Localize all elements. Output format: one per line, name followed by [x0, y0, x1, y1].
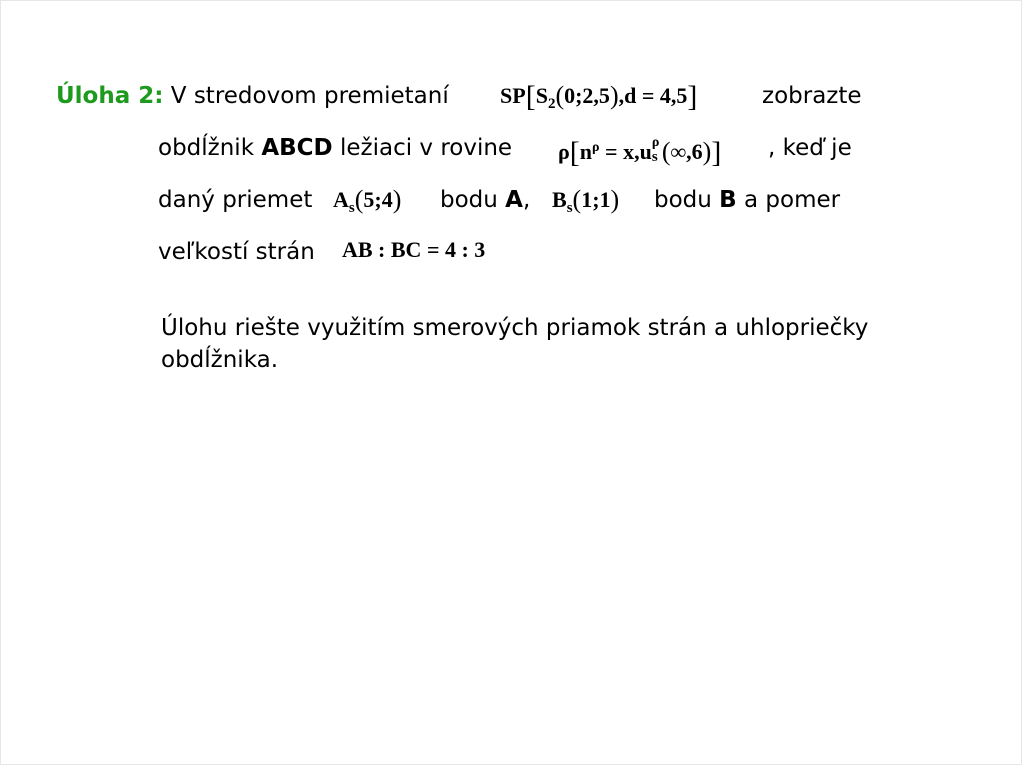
- task-line-3: daný priemet: [158, 187, 313, 213]
- task-line-3-text: a pomer: [736, 187, 841, 213]
- formula-paren: (: [555, 81, 565, 110]
- formula-part: 1;1: [581, 187, 611, 212]
- point-b-formula: [552, 186, 619, 222]
- formula-part: ,d = 4,5: [618, 83, 688, 108]
- formula-subscript: 2: [547, 96, 556, 112]
- formula-paren: ): [392, 185, 402, 214]
- task-line-3-end: [654, 186, 840, 214]
- point-a-formula: [333, 186, 401, 222]
- formula-part: = x,u: [599, 139, 652, 164]
- formula-part: n: [579, 139, 593, 164]
- formula-bracket: [: [525, 80, 536, 113]
- task-line-1-end: zobrazte: [762, 83, 862, 109]
- task-line-2-end: , keď je: [768, 135, 852, 161]
- task-line-1: [56, 82, 449, 110]
- formula-superscript: ρ: [651, 135, 660, 150]
- task-line-3-mid: [440, 186, 530, 214]
- task-line-3-text: bodu: [440, 187, 506, 213]
- task-line-1-text: V stredovom premietaní: [163, 83, 449, 109]
- formula-bracket: [: [569, 136, 580, 169]
- formula-subsup: [651, 135, 662, 165]
- projection-formula: [500, 82, 697, 118]
- task-line-2: [158, 134, 512, 162]
- formula-part: 5;4: [363, 187, 393, 212]
- rectangle-name: ABCD: [261, 135, 333, 161]
- formula-paren: (: [354, 185, 364, 214]
- formula-part: 0;2,5: [564, 83, 610, 108]
- formula-subscript: s: [651, 149, 658, 165]
- task-line-2-text: obdĺžnik: [158, 135, 262, 161]
- formula-subscript: s: [348, 200, 355, 216]
- task-line-3-text: bodu: [654, 187, 720, 213]
- formula-part: B: [552, 187, 567, 212]
- point-b-label: B: [719, 187, 737, 213]
- formula-paren: ): [609, 81, 619, 110]
- formula-paren: (: [572, 185, 582, 214]
- plane-formula: [558, 134, 721, 167]
- formula-paren: (: [661, 137, 671, 166]
- formula-superscript: ρ: [592, 140, 600, 155]
- task-line-4: veľkostí strán: [158, 239, 315, 265]
- task-label: Úloha 2:: [56, 83, 164, 109]
- point-a-label: A: [505, 187, 523, 213]
- formula-part: ∞,6: [670, 139, 703, 164]
- formula-paren: ): [610, 185, 620, 214]
- formula-bracket: ]: [687, 80, 698, 113]
- formula-part: ρ: [558, 139, 570, 164]
- task-line-3-text: ,: [522, 187, 531, 213]
- formula-part: A: [333, 187, 349, 212]
- formula-bracket: ]: [711, 136, 722, 169]
- ratio-formula: AB : BC = 4 : 3: [342, 237, 486, 262]
- formula-subscript: s: [566, 200, 573, 216]
- task-line-2-text: ležiaci v rovine: [332, 135, 513, 161]
- formula-part: SP: [500, 83, 526, 108]
- formula-paren: ): [702, 137, 712, 166]
- task-note: Úlohu riešte využitím smerových priamok strán a uhlopriečky obdĺžnika.: [161, 315, 869, 373]
- formula-part: S: [535, 83, 548, 108]
